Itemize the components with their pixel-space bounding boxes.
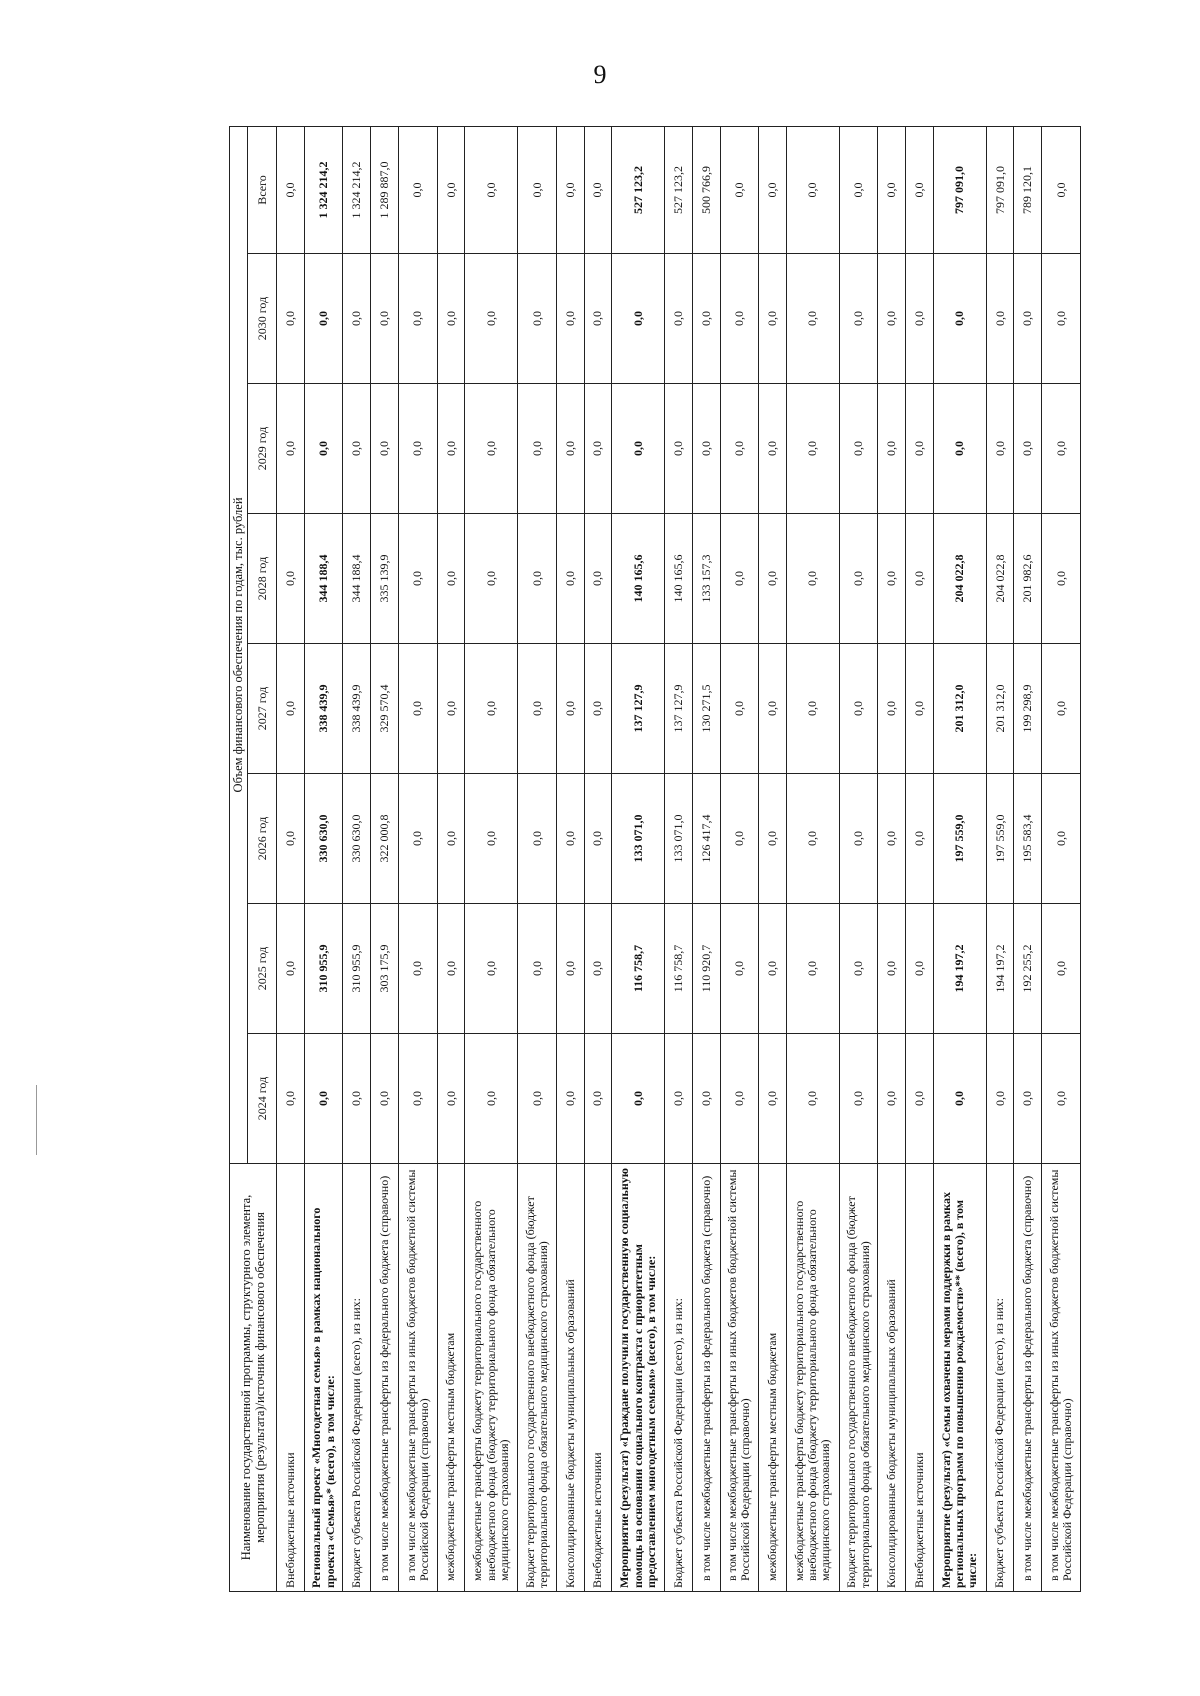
value-cell: 0,0 (839, 514, 878, 644)
value-cell: 0,0 (986, 384, 1014, 514)
value-cell: 0,0 (612, 384, 665, 514)
value-cell: 0,0 (398, 514, 437, 644)
value-cell: 0,0 (787, 384, 840, 514)
value-cell: 344 188,4 (343, 514, 371, 644)
value-cell: 0,0 (839, 774, 878, 904)
value-cell: 0,0 (1042, 1034, 1081, 1164)
row-name-cell: Внебюджетные источники (584, 1164, 612, 1592)
value-cell: 0,0 (986, 254, 1014, 384)
value-cell: 0,0 (518, 644, 557, 774)
value-cell: 0,0 (304, 1034, 343, 1164)
value-cell: 0,0 (839, 254, 878, 384)
table-row (518, 126, 557, 1591)
row-name-cell: межбюджетные трансферты бюджету территориального государственного внебюджетного фонда (бюджету территориального фонда обязательного медицинского страхования) (787, 1164, 840, 1592)
value-cell: 527 123,2 (665, 126, 693, 253)
row-name-cell: межбюджетные трансферты местным бюджетам (437, 1164, 465, 1592)
value-cell: 0,0 (398, 126, 437, 253)
value-cell: 0,0 (759, 644, 787, 774)
year-header: Всего (248, 126, 277, 253)
value-cell: 204 022,8 (986, 514, 1014, 644)
value-cell: 0,0 (839, 644, 878, 774)
row-name-cell: Бюджет субъекта Российской Федерации (всего), из них: (665, 1164, 693, 1592)
value-cell: 0,0 (720, 126, 759, 253)
value-cell: 0,0 (371, 1034, 399, 1164)
value-cell: 0,0 (437, 774, 465, 904)
value-cell: 0,0 (398, 254, 437, 384)
value-cell: 0,0 (1014, 1034, 1042, 1164)
value-cell: 0,0 (665, 1034, 693, 1164)
table-row (1042, 126, 1081, 1591)
value-cell: 0,0 (518, 254, 557, 384)
value-cell: 133 071,0 (612, 774, 665, 904)
value-cell: 0,0 (787, 126, 840, 253)
value-cell: 0,0 (343, 254, 371, 384)
value-cell: 0,0 (518, 514, 557, 644)
value-cell: 0,0 (933, 384, 986, 514)
value-cell: 199 298,9 (1014, 644, 1042, 774)
value-cell: 0,0 (277, 904, 305, 1034)
value-cell: 0,0 (465, 514, 518, 644)
table-row (556, 126, 584, 1591)
value-cell: 338 439,9 (343, 644, 371, 774)
row-name-cell: Бюджет территориального государственного внебюджетного фонда (бюджет территориального фонда обязательного медицинского страхования) (518, 1164, 557, 1592)
value-cell: 322 000,8 (371, 774, 399, 904)
table-row (465, 126, 518, 1591)
value-cell: 0,0 (878, 384, 906, 514)
value-cell: 0,0 (465, 1034, 518, 1164)
value-cell: 0,0 (277, 774, 305, 904)
rotated-table-area (229, 127, 1082, 1592)
value-cell: 0,0 (839, 904, 878, 1034)
table-row (371, 126, 399, 1591)
value-cell: 0,0 (584, 254, 612, 384)
value-cell: 303 175,9 (371, 904, 399, 1034)
value-cell: 338 439,9 (304, 644, 343, 774)
value-cell: 330 630,0 (343, 774, 371, 904)
value-cell: 0,0 (692, 254, 720, 384)
row-name-cell: Бюджет территориального государственного внебюджетного фонда (бюджет территориального фонда обязательного медицинского страхования) (839, 1164, 878, 1592)
value-cell: 0,0 (584, 774, 612, 904)
value-cell: 0,0 (906, 126, 934, 253)
value-cell: 204 022,8 (933, 514, 986, 644)
value-cell: 110 920,7 (692, 904, 720, 1034)
row-name-cell: Внебюджетные источники (277, 1164, 305, 1592)
row-name-cell: Бюджет субъекта Российской Федерации (всего), из них: (343, 1164, 371, 1592)
value-cell: 0,0 (398, 644, 437, 774)
table-row (839, 126, 878, 1591)
value-cell: 500 766,9 (692, 126, 720, 253)
value-cell: 0,0 (986, 1034, 1014, 1164)
value-cell: 0,0 (1042, 774, 1081, 904)
value-cell: 0,0 (933, 1034, 986, 1164)
value-cell: 310 955,9 (343, 904, 371, 1034)
value-cell: 789 120,1 (1014, 126, 1042, 253)
table-row (906, 126, 934, 1591)
row-name-cell: Мероприятие (результат) «Граждане получили государственную социальную помощь на основании социального контракта с приоритетным предоставлением многодетным семьям» (всего), в том числе: (612, 1164, 665, 1592)
value-cell: 0,0 (277, 514, 305, 644)
value-cell: 126 417,4 (692, 774, 720, 904)
value-cell: 0,0 (878, 1034, 906, 1164)
table-row (986, 126, 1014, 1591)
value-cell: 0,0 (343, 1034, 371, 1164)
value-cell: 0,0 (878, 644, 906, 774)
year-header: 2027 год (248, 644, 277, 774)
value-cell: 797 091,0 (986, 126, 1014, 253)
value-cell: 0,0 (1042, 904, 1081, 1034)
value-cell: 0,0 (437, 904, 465, 1034)
value-cell: 140 165,6 (612, 514, 665, 644)
value-cell: 0,0 (720, 774, 759, 904)
year-header: 2029 год (248, 384, 277, 514)
row-name-cell: межбюджетные трансферты бюджету территориального государственного внебюджетного фонда (бюджету территориального фонда обязательного медицинского страхования) (465, 1164, 518, 1592)
value-cell: 0,0 (839, 1034, 878, 1164)
table-row (277, 126, 305, 1591)
value-cell: 0,0 (1042, 514, 1081, 644)
value-cell: 0,0 (759, 774, 787, 904)
value-cell: 0,0 (878, 904, 906, 1034)
row-name-cell: Консолидированные бюджеты муниципальных образований (556, 1164, 584, 1592)
value-cell: 1 289 887,0 (371, 126, 399, 253)
value-cell: 0,0 (465, 774, 518, 904)
value-cell: 0,0 (371, 384, 399, 514)
value-cell: 0,0 (584, 904, 612, 1034)
value-cell: 0,0 (398, 384, 437, 514)
row-name-cell: Региональный проект «Многодетная семья» в рамках национального проекта «Семья»* (всего), в том числе: (304, 1164, 343, 1592)
table-row (343, 126, 371, 1591)
value-cell: 0,0 (584, 384, 612, 514)
value-cell: 0,0 (556, 904, 584, 1034)
value-cell: 330 630,0 (304, 774, 343, 904)
value-cell: 0,0 (465, 644, 518, 774)
value-cell: 0,0 (839, 126, 878, 253)
value-cell: 0,0 (906, 644, 934, 774)
value-cell: 197 559,0 (986, 774, 1014, 904)
value-cell: 0,0 (304, 384, 343, 514)
value-cell: 0,0 (665, 384, 693, 514)
value-cell: 0,0 (437, 384, 465, 514)
header-name-cell: Наименование государственной программы, структурного элемента, мероприятия (результата)/источник финансового обеспечения (230, 1164, 277, 1592)
value-cell: 0,0 (906, 774, 934, 904)
value-cell: 0,0 (465, 254, 518, 384)
value-cell: 344 188,4 (304, 514, 343, 644)
value-cell: 0,0 (518, 126, 557, 253)
value-cell: 0,0 (437, 1034, 465, 1164)
value-cell: 0,0 (584, 1034, 612, 1164)
table-row (304, 126, 343, 1591)
table-row (720, 126, 759, 1591)
value-cell: 0,0 (720, 644, 759, 774)
value-cell: 201 312,0 (933, 644, 986, 774)
value-cell: 0,0 (878, 126, 906, 253)
rotated-table-inner (229, 127, 1082, 1592)
value-cell: 0,0 (518, 904, 557, 1034)
row-name-cell: в том числе межбюджетные трансферты из федерального бюджета (справочно) (1014, 1164, 1042, 1592)
year-header: 2025 год (248, 904, 277, 1034)
value-cell: 0,0 (556, 126, 584, 253)
row-name-cell: в том числе межбюджетные трансферты из иных бюджетов бюджетной системы Российской Федерации (справочно) (398, 1164, 437, 1592)
table-row (787, 126, 840, 1591)
value-cell: 0,0 (665, 254, 693, 384)
table-row (437, 126, 465, 1591)
year-header: 2026 год (248, 774, 277, 904)
value-cell: 0,0 (437, 254, 465, 384)
value-cell: 0,0 (933, 254, 986, 384)
value-cell: 0,0 (277, 644, 305, 774)
value-cell: 1 324 214,2 (343, 126, 371, 253)
header-row-1 (230, 126, 248, 1591)
value-cell: 0,0 (1014, 384, 1042, 514)
value-cell: 329 570,4 (371, 644, 399, 774)
value-cell: 137 127,9 (612, 644, 665, 774)
row-name-cell: Мероприятие (результат) «Семьи охвачены мерами поддержки в рамках региональных программ по повышению рождаемости»** (всего), в том числе: (933, 1164, 986, 1592)
value-cell: 0,0 (1042, 384, 1081, 514)
value-cell: 194 197,2 (933, 904, 986, 1034)
value-cell: 0,0 (839, 384, 878, 514)
value-cell: 201 982,6 (1014, 514, 1042, 644)
value-cell: 0,0 (759, 384, 787, 514)
value-cell: 0,0 (720, 514, 759, 644)
value-cell: 0,0 (584, 514, 612, 644)
value-cell: 130 271,5 (692, 644, 720, 774)
value-cell: 195 583,4 (1014, 774, 1042, 904)
financing-table (229, 126, 1081, 1592)
value-cell: 0,0 (437, 644, 465, 774)
table-body (277, 126, 1081, 1591)
value-cell: 0,0 (343, 384, 371, 514)
value-cell: 0,0 (759, 904, 787, 1034)
value-cell: 0,0 (906, 254, 934, 384)
value-cell: 0,0 (584, 644, 612, 774)
table-row (665, 126, 693, 1591)
row-name-cell: в том числе межбюджетные трансферты из иных бюджетов бюджетной системы Российской Федерации (справочно) (1042, 1164, 1081, 1592)
value-cell: 0,0 (787, 904, 840, 1034)
value-cell: 1 324 214,2 (304, 126, 343, 253)
value-cell: 133 071,0 (665, 774, 693, 904)
value-cell: 0,0 (518, 774, 557, 904)
value-cell: 0,0 (465, 904, 518, 1034)
table-row (759, 126, 787, 1591)
value-cell: 192 255,2 (1014, 904, 1042, 1034)
value-cell: 527 123,2 (612, 126, 665, 253)
value-cell: 0,0 (759, 126, 787, 253)
row-name-cell: Консолидированные бюджеты муниципальных образований (878, 1164, 906, 1592)
value-cell: 0,0 (906, 514, 934, 644)
value-cell: 0,0 (518, 1034, 557, 1164)
header-volume-cell: Объем финансового обеспечения по годам, тыс. рублей (230, 126, 248, 1163)
value-cell: 0,0 (759, 254, 787, 384)
value-cell: 0,0 (612, 1034, 665, 1164)
row-name-cell: Бюджет субъекта Российской Федерации (всего), из них: (986, 1164, 1014, 1592)
year-header: 2030 год (248, 254, 277, 384)
year-header: 2024 год (248, 1034, 277, 1164)
value-cell: 116 758,7 (665, 904, 693, 1034)
value-cell: 0,0 (759, 514, 787, 644)
value-cell: 0,0 (398, 904, 437, 1034)
row-name-cell: межбюджетные трансферты местным бюджетам (759, 1164, 787, 1592)
value-cell: 0,0 (556, 1034, 584, 1164)
value-cell: 0,0 (1042, 644, 1081, 774)
table-row (878, 126, 906, 1591)
value-cell: 0,0 (556, 384, 584, 514)
page-number: 9 (593, 60, 607, 89)
value-cell: 194 197,2 (986, 904, 1014, 1034)
value-cell: 0,0 (465, 384, 518, 514)
value-cell: 0,0 (371, 254, 399, 384)
value-cell: 0,0 (787, 644, 840, 774)
value-cell: 0,0 (692, 1034, 720, 1164)
value-cell: 0,0 (584, 126, 612, 253)
value-cell: 0,0 (277, 126, 305, 253)
table-row (398, 126, 437, 1591)
table-row (1014, 126, 1042, 1591)
value-cell: 0,0 (787, 514, 840, 644)
value-cell: 0,0 (612, 254, 665, 384)
table-row (692, 126, 720, 1591)
row-name-cell: в том числе межбюджетные трансферты из федерального бюджета (справочно) (371, 1164, 399, 1592)
value-cell: 0,0 (878, 514, 906, 644)
value-cell: 0,0 (1042, 254, 1081, 384)
value-cell: 0,0 (437, 514, 465, 644)
value-cell: 197 559,0 (933, 774, 986, 904)
value-cell: 0,0 (277, 254, 305, 384)
margin-mark (36, 1085, 37, 1155)
value-cell: 0,0 (878, 774, 906, 904)
value-cell: 0,0 (720, 904, 759, 1034)
value-cell: 0,0 (437, 126, 465, 253)
value-cell: 797 091,0 (933, 126, 986, 253)
value-cell: 0,0 (787, 1034, 840, 1164)
row-name-cell: в том числе межбюджетные трансферты из иных бюджетов бюджетной системы Российской Федерации (справочно) (720, 1164, 759, 1592)
value-cell: 335 139,9 (371, 514, 399, 644)
row-name-cell: в том числе межбюджетные трансферты из федерального бюджета (справочно) (692, 1164, 720, 1592)
value-cell: 0,0 (878, 254, 906, 384)
value-cell: 0,0 (518, 384, 557, 514)
value-cell: 116 758,7 (612, 904, 665, 1034)
value-cell: 0,0 (692, 384, 720, 514)
value-cell: 0,0 (906, 1034, 934, 1164)
year-header: 2028 год (248, 514, 277, 644)
table-row (584, 126, 612, 1591)
value-cell: 0,0 (759, 1034, 787, 1164)
table-row (933, 126, 986, 1591)
value-cell: 0,0 (556, 254, 584, 384)
value-cell: 0,0 (906, 904, 934, 1034)
value-cell: 0,0 (1042, 126, 1081, 253)
value-cell: 201 312,0 (986, 644, 1014, 774)
value-cell: 0,0 (1014, 254, 1042, 384)
value-cell: 0,0 (720, 254, 759, 384)
value-cell: 0,0 (398, 1034, 437, 1164)
value-cell: 140 165,6 (665, 514, 693, 644)
value-cell: 0,0 (556, 774, 584, 904)
value-cell: 0,0 (556, 514, 584, 644)
value-cell: 0,0 (465, 126, 518, 253)
value-cell: 0,0 (787, 774, 840, 904)
value-cell: 0,0 (787, 254, 840, 384)
value-cell: 133 157,3 (692, 514, 720, 644)
value-cell: 0,0 (556, 644, 584, 774)
table-row (612, 126, 665, 1591)
value-cell: 310 955,9 (304, 904, 343, 1034)
value-cell: 0,0 (720, 1034, 759, 1164)
value-cell: 0,0 (398, 774, 437, 904)
value-cell: 137 127,9 (665, 644, 693, 774)
value-cell: 0,0 (304, 254, 343, 384)
row-name-cell: Внебюджетные источники (906, 1164, 934, 1592)
value-cell: 0,0 (277, 1034, 305, 1164)
value-cell: 0,0 (906, 384, 934, 514)
value-cell: 0,0 (720, 384, 759, 514)
value-cell: 0,0 (277, 384, 305, 514)
